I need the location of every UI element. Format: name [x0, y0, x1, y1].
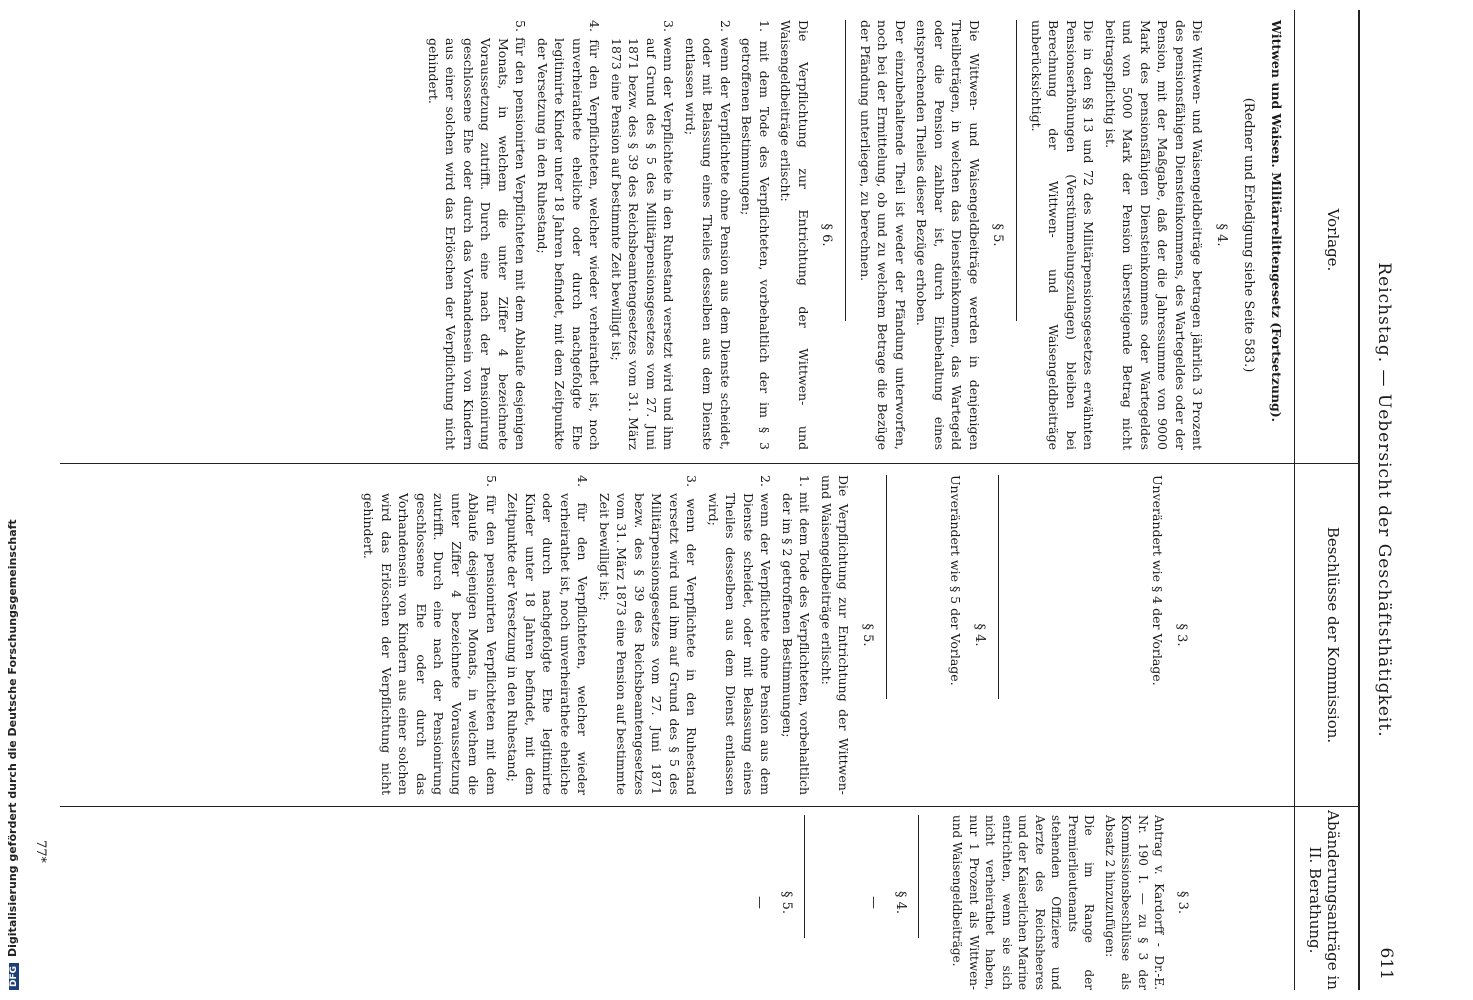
list-item: 4. für den Verpflichteten, welcher wieder verheirathet ist, noch unverheirathete eheliche oder durch nachgefolgte Ehe legitimirte Kinder unter 18 Jahren befindet, mit dem Zeitpunkte der Versetzung in den Ruhestand;	[535, 20, 603, 450]
separator	[918, 815, 919, 938]
separator	[804, 815, 805, 938]
paragraph-text: Die im Range der Premierlieutenants stehenden Offiziere und Aerzte des Reichsheeres und der Kaiserlichen Marine entrichten, wenn sie sich nicht verheirathet haben, nur 1 Prozent als Wittwen- und Waisengeldbeiträge.	[950, 815, 1097, 990]
header-rule	[1358, 10, 1360, 990]
column-head-kommission: Beschlüsse der Kommission.	[1324, 526, 1342, 744]
separator	[1017, 20, 1018, 321]
paragraph-number: § 3.	[1174, 623, 1189, 647]
digitization-note	[6, 519, 19, 990]
section-title: Wittwen und Waisen. Militärrelittengesetz (Fortsetzung).	[1269, 20, 1284, 423]
list-item: 4. für den Verpflichteten, welcher wieder verheirathet ist, noch unverheirathete eheliche oder durch nachgefolgte Ehe legitimirte Kinder unter 18 Jahren befindet, mit dem Zeitpunkte der Versetzung in den Ruhestand;	[505, 475, 591, 795]
paragraph-text: Die Wittwen- und Waisengeldbeiträge betragen jährlich 3 Prozent des pensionsfähigen Diensteinkommens, des Wartegeldes oder der Pension, mit der Maßgabe, daß der die Jahressumme von 9000 Mark des pensionsfähigen Diensteinkommens oder Wartegeldes und von 5000 Mark der Pension übersteigende Betrag nicht beitragspflichtig ist.	[1103, 20, 1206, 450]
list-item: 3. wenn der Verpflichtete in den Ruhestand versetzt wird und ihm auf Grund des § 5 des Militärpensionsgesetzes vom 27. Juni 1871 bezw. des § 39 des Reichsbeamtengesetzes vom 31. März 1873 eine Pension auf bestimmte Zeit bewilligt ist;	[609, 20, 677, 450]
paragraph-text: Unverändert wie § 4 der Vorlage.	[1150, 475, 1166, 686]
paragraph-text: Die in den §§ 13 und 72 des Militärpensionsgesetzes erwähnten Pensionserhöhungen (Verstümmelungszulagen) bleiben bei Berechnung der Wittwen- und Waisengeldbeiträge unberücksichtigt.	[1029, 20, 1097, 450]
column-head-vorlage: Vorlage.	[1324, 208, 1342, 272]
paragraph-number: § 5.	[990, 223, 1006, 247]
section-subtitle: (Redner und Erledigung siehe Seite 583.)	[1241, 97, 1257, 373]
column-divider	[60, 806, 1360, 807]
column-divider	[60, 463, 1360, 464]
column-kommission	[356, 475, 1200, 795]
list-item: 3. wenn der Verpflichtete in den Ruhestand versetzt wird und ihm auf Grund des § 5 des Militärpensionsgesetzes vom 27. Juni 1871 bezw. des § 39 des Reichsbeamtengesetzes vom 31. März 1873 eine Pension auf bestimmte Zeit bewilligt ist;	[597, 475, 700, 795]
list-item: 2. wenn der Verpflichtete ohne Pension aus dem Dienste scheidet, oder mit Belassung eines Theiles desselben aus dem Dienst entlassen wird;	[706, 475, 774, 795]
paragraph-number: § 4.	[972, 623, 987, 647]
paragraph-text: Die Wittwen- und Waisengeldbeiträge werden in denjenigen Theilbeträgen, in welchen das Diensteinkommen, das Wartegeld oder die Pension zahlbar ist, durch Einbehaltung eines entsprechenden Theiles dieser Bezüge erhoben.	[914, 20, 982, 450]
dash: —	[752, 896, 768, 909]
dash: —	[866, 896, 882, 909]
paragraph-number: § 4.	[893, 890, 908, 915]
page-number: 611	[1376, 947, 1396, 980]
paragraph-text: Der einzubehaltende Theil ist weder der Pfändung unterworfen, noch bei der Ermittelung, ob und zu welchem Betrage die Bezüge der Pfändung unterliegen, zu berechnen.	[858, 20, 908, 450]
separator	[846, 20, 847, 321]
list-item: 1. mit dem Tode des Verpflichteten, vorbehaltlich der im § 2 getroffenen Bestimmungen;	[780, 475, 813, 795]
digitization-text: Digitalisierung gefördert durch die Deutsche Forschungsgemeinschaft	[6, 519, 19, 957]
column-antraege	[745, 815, 1200, 990]
column-vorlage	[421, 20, 1286, 450]
list-item: 5. für den pensionirten Verpflichteten mit dem Ablaufe desjenigen Monats, in welchem die unter Ziffer 4 bezeichnete Voraussetzung zutrifft. Durch eine nach der Pensionirung geschlossene Ehe oder durch das Vorhandensein von Kindern aus einer solchen wird das Erlöschen der Verpflichtung nicht gehindert.	[361, 475, 499, 795]
column-head-rule	[1294, 10, 1295, 990]
separator	[886, 475, 887, 699]
paragraph-text: Antrag v. Kardorff - Dr.-E. Nr. 190 I. — zu § 3 der Kommissionsbeschlüsse als Absatz 2 hinzuzufügen:	[1103, 815, 1167, 990]
list-item: 2. wenn der Verpflichtete ohne Pension aus dem Dienste scheidet, oder mit Belassung eines Theiles desselben aus dem Dienste entlassen wird;	[683, 20, 733, 450]
paragraph-text: Die Verpflichtung zur Entrichtung der Wittwen- und Waisengeldbeiträge erlischt:	[778, 20, 811, 450]
paragraph-number: § 3.	[1175, 890, 1190, 915]
paragraph-number: § 4.	[1214, 223, 1229, 247]
paragraph-text: Unverändert wie § 5 der Vorlage.	[948, 475, 964, 686]
signature-mark: 77*	[33, 840, 48, 864]
column-head-antraege: Abänderungsanträge in II. Berathung.	[1306, 810, 1342, 990]
page-title: Reichstag. — Uebersicht der Geschäftsthätigkeit.	[1374, 262, 1394, 738]
paragraph-number: § 5.	[860, 623, 875, 647]
separator	[998, 475, 999, 699]
dfg-logo: DFG	[9, 963, 19, 990]
paragraph-number: § 6.	[819, 223, 835, 247]
page-header	[1350, 0, 1420, 1000]
paragraph-number: § 5.	[779, 890, 794, 915]
list-item: 1. mit dem Tode des Verpflichteten, vorbehaltlich der im § 3 getroffenen Bestimmungen;	[739, 20, 772, 450]
list-item: 5. für den pensionirten Verpflichteten mit dem Ablaufe desjenigen Monats, in welchem die unter Ziffer 4 bezeichnete Voraussetzung zutrifft. Durch eine nach der Pensionirung geschlossene Ehe oder durch das Vorhandensein von Kindern aus einer solchen wird das Erlöschen der Verpflichtung nicht gehindert.	[426, 20, 529, 450]
paragraph-text: Die Verpflichtung zur Entrichtung der Wittwen- und Waisengeldbeiträge erlischt:	[819, 475, 852, 795]
